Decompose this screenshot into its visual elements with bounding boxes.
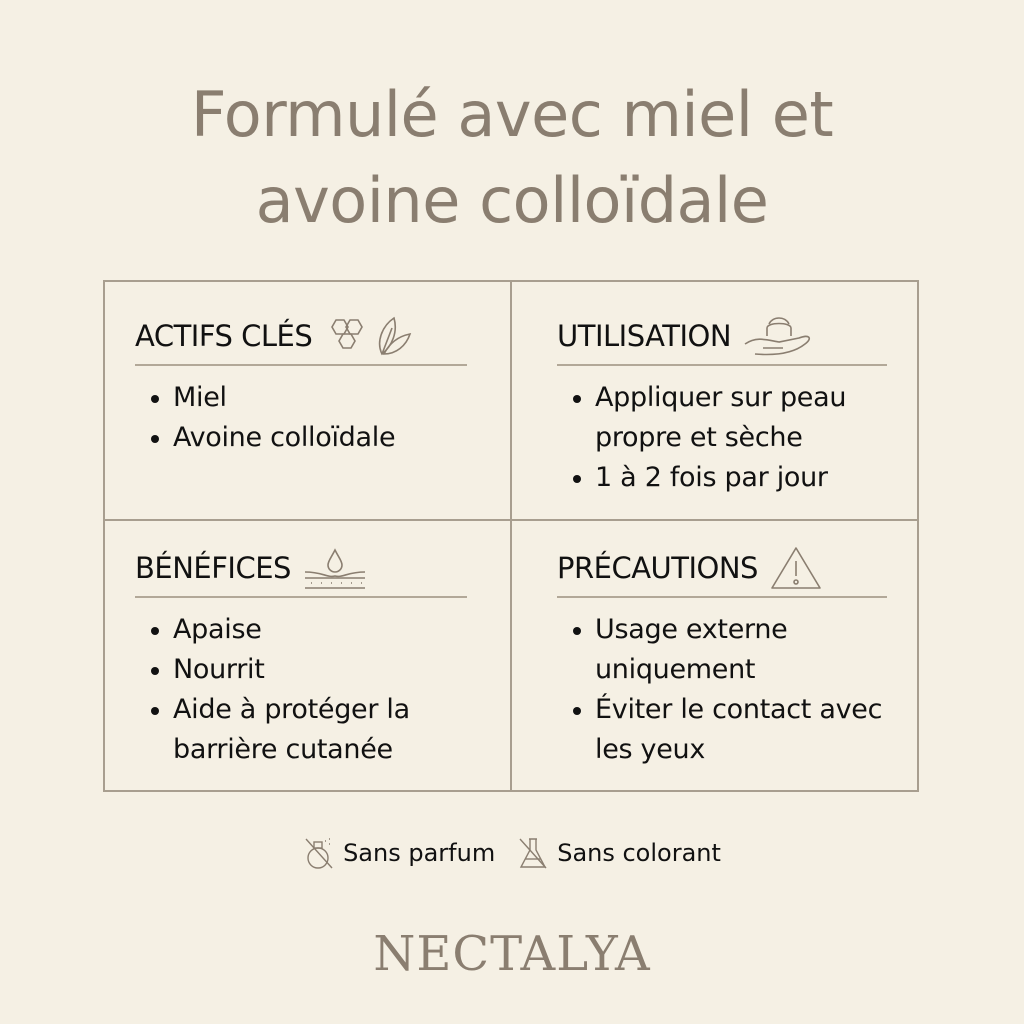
badge-sans-parfum: Sans parfum [303, 836, 495, 870]
list-item: Apaise [135, 610, 467, 650]
list-item: Nourrit [135, 650, 467, 690]
badges [0, 836, 1024, 870]
skin-drop-icon [303, 546, 367, 590]
page-title: Formulé avec miel et avoine colloïdale [190, 78, 834, 237]
section-precautions [557, 540, 887, 770]
section-heading: PRÉCAUTIONS [557, 551, 758, 585]
badge-sans-colorant: Sans colorant [517, 836, 721, 870]
list-item: Avoine colloïdale [135, 418, 467, 458]
list-item: Appliquer sur peau propre et sèche [557, 378, 887, 458]
list-item: Usage externe uniquement [557, 610, 887, 690]
section-heading: ACTIFS CLÉS [135, 319, 313, 353]
section-benefices [135, 540, 467, 770]
section-utilisation [557, 308, 887, 498]
honeycomb-icon [324, 316, 374, 356]
divider [510, 280, 512, 792]
list-item: Éviter le contact avec les yeux [557, 690, 887, 770]
no-perfume-icon [303, 836, 335, 870]
hand-cream-icon [743, 314, 815, 358]
list-item: Miel [135, 378, 467, 418]
brand-logo: NECTALYA [373, 926, 651, 982]
list-item: 1 à 2 fois par jour [557, 458, 887, 498]
section-heading: UTILISATION [557, 319, 732, 353]
no-dye-icon [517, 836, 549, 870]
section-actifs [135, 308, 467, 458]
section-heading: BÉNÉFICES [135, 551, 291, 585]
warning-icon [770, 545, 822, 591]
divider [103, 519, 919, 521]
list-item: Aide à protéger la barrière cutanée [135, 690, 467, 770]
leaf-icon [374, 314, 414, 358]
